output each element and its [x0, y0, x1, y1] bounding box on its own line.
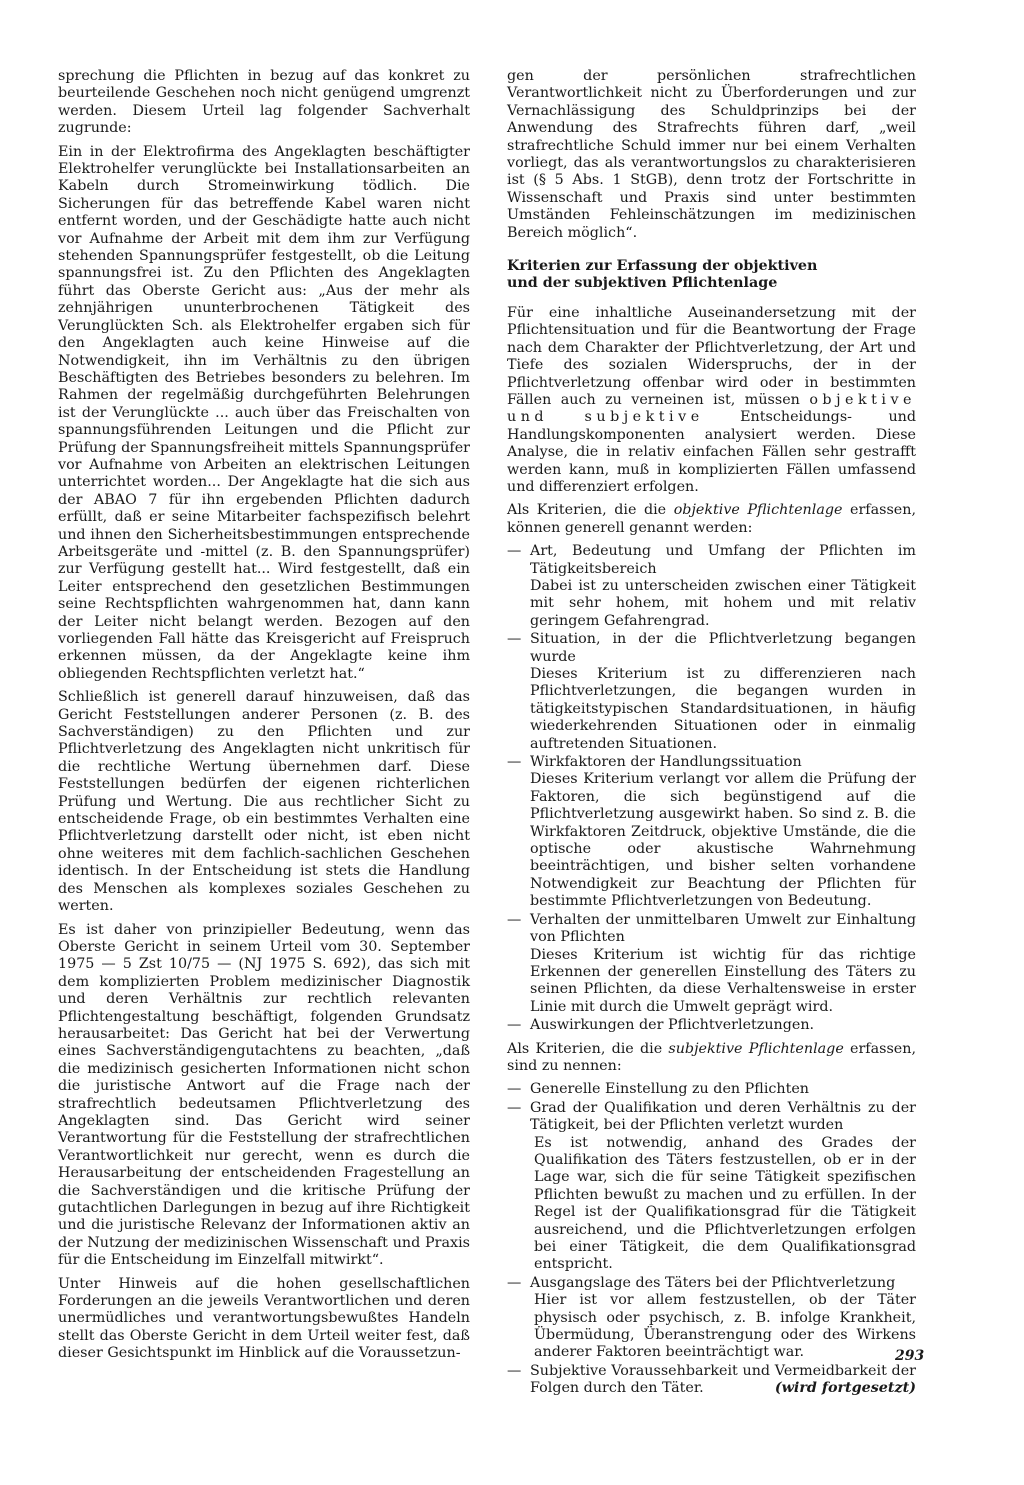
list-item: [507, 1017, 916, 1034]
dash-bullet: —: [507, 1081, 522, 1098]
list-item: [507, 1081, 916, 1098]
list-item: [507, 754, 916, 911]
criterion-title: Art, Bedeutung und Umfang der Pflichten im Tätigkeitsbereich: [530, 543, 916, 577]
paragraph: [507, 305, 916, 496]
criterion-text: Hier ist vor allem festzustellen, ob der Täter physisch oder psychisch, z. B. infolge Krankheit, Übermüdung, Überanstrengung oder des Wirkens anderer Faktoren beeinträchtigt war.: [534, 1292, 916, 1361]
dash-bullet: —: [507, 1017, 522, 1034]
page-number: 293: [895, 1348, 925, 1364]
paragraph: Schließlich ist generell darauf hinzuweisen, daß das Gericht Feststellungen anderer Personen (z. B. des Sachverständigen) zu den Pflichten und zur Pflichtverletzung des Angeklagten nicht unkritisch für die rechtliche Wertung übernehmen darf. Diese Feststellungen bedürfen der eigenen richterlichen Prüfung und Wertung. Die aus rechtlicher Sicht zu entscheidende Frage, ob ein bestimmtes Verhalten eine Pflichtverletzung darstellt oder nicht, ist eben nicht ohne weiteres mit dem fachlich-sachlichen Geschehen identisch. In der Entscheidung ist stets die Handlung des Menschen als komplexes soziales Geschehen zu werten.: [58, 689, 470, 915]
dash-bullet: —: [507, 1274, 522, 1291]
dash-bullet: —: [507, 911, 522, 928]
criterion-title: Situation, in der die Pflichtverletzung begangen wurde: [530, 631, 916, 665]
intro-text: erfassen, sind zu nennen:: [507, 1040, 916, 1074]
term-subjektive-pflichtenlage: subjektive Pflichtenlage: [668, 1040, 844, 1057]
paragraph: sprechung die Pflichten in bezug auf das konkret zu beurteilende Geschehen noch nicht genügend umgrenzt werden. Diesem Urteil lag folgender Sachverhalt zugrunde:: [58, 68, 470, 137]
dash-bullet: —: [507, 1362, 522, 1379]
emphasis-und: und: [507, 409, 549, 426]
criterion-text: Dieses Kriterium verlangt vor allem die Prüfung der Faktoren, die sich begünstigend auf die Pflichtverletzung ausgewirkt haben. So sind z. B. die Wirkfaktoren Zeitdruck, objektive Umstände, die die optische oder akustische Wahrnehmung beeinträchtigen, und bisher selten vorhandene Notwendigkeit zur Beachtung der Pflichten für bestimmte Pflichtverletzungen von Bedeutung.: [530, 771, 916, 910]
criterion-text: Dieses Kriterium ist zu differenzieren nach Pflichtverletzungen, die begangen wurden in tätigkeitstypischen Standardsituationen, in häufig wiederkehrenden Situationen oder in einmalig auftretenden Situationen.: [530, 666, 916, 752]
emphasis-objektive: objektive: [809, 391, 917, 408]
objective-intro: [507, 502, 916, 537]
right-column: [507, 68, 916, 1404]
list-item: [507, 912, 916, 1016]
continuation-note: (wird fortgesetzt): [774, 1380, 916, 1397]
emphasis-subjektive: subjektive: [584, 409, 704, 426]
criterion-title: Verhalten der unmittelbaren Umwelt zur Einhaltung von Pflichten: [530, 911, 916, 946]
list-item: [507, 1100, 916, 1274]
objective-criteria-list: [507, 543, 916, 1034]
analysis-text: Entscheidungs- und Handlungskomponenten analysiert werden. Diese Analyse, die in relativ einfachen Fällen sehr gestrafft werden kann, muß in komplizierten Fällen umfassend und differenziert erfolgen.: [507, 409, 917, 495]
criterion-title: Generelle Einstellung zu den Pflichten: [530, 1081, 810, 1098]
list-item: [507, 1275, 916, 1362]
dash-bullet: —: [507, 631, 522, 648]
criterion-text: Dabei ist zu unterscheiden zwischen einer Tätigkeit mit sehr hohem, mit hohem und mit relativ geringem Gefahrengrad.: [530, 577, 916, 629]
dash-bullet: —: [507, 754, 522, 771]
paragraph: gen der persönlichen strafrechtlichen Verantwortlichkeit nicht zu Überforderungen und zur Vernachlässigung des Schuldprinzips bei der Anwendung des Strafrechts führen darf, „weil strafrechtliche Schuld immer nur bei einem Verhalten vorliegt, das als verantwortungslos zu charakterisieren ist (§ 5 Abs. 1 StGB), denn trotz der Fortschritte in Wissenschaft und Praxis sind unter bestimmten Umständen Fehleinschätzungen im medizinischen Bereich möglich“.: [507, 68, 916, 241]
criterion-title: Subjektive Voraussehbarkeit und Vermeidbarkeit der Folgen durch den Täter.: [530, 1362, 916, 1397]
list-item: [507, 631, 916, 753]
paragraph: Unter Hinweis auf die hohen gesellschaftlichen Forderungen an die jeweils Verantwortlichen und deren unermüdliches und verantwortungsbewußtes Handeln stellt das Oberste Gericht in dem Urteil weiter fest, daß dieser Gesichtspunkt im Hinblick auf die Voraussetzun-: [58, 1275, 470, 1362]
subjective-intro: [507, 1041, 916, 1076]
subjective-criteria-list: [507, 1081, 916, 1397]
criterion-title: Grad der Qualifikation und deren Verhältnis zu der Tätigkeit, bei der Pflichten verletzt wurden: [530, 1099, 916, 1134]
term-objektive-pflichtenlage: objektive Pflichtenlage: [673, 502, 843, 519]
section-heading: [507, 258, 916, 293]
dash-bullet: —: [507, 543, 522, 560]
left-column: [58, 68, 470, 1369]
analysis-text: Für eine inhaltliche Auseinandersetzung mit der Pflichtensituation und für die Beantwortung der Frage nach dem Charakter der Pflichtverletzung, der Art und Tiefe des sozialen Widerspruchs, der in der Pflichtverletzung offenbar wird oder in bestimmten Fällen auch zu verneinen ist, müssen: [507, 304, 916, 408]
paragraph: Ein in der Elektrofirma des Angeklagten beschäftigter Elektrohelfer verunglückte bei Installationsarbeiten an Kabeln durch Stromeinwirkung tödlich. Die Sicherungen für das betreffende Kabel waren nicht entfernt worden, und der Geschädigte hatte auch nicht vor Aufnahme der Arbeit mit dem ihm zur Verfügung stehenden Spannungsprüfer festgestellt, ob die Leitung spannungsfrei ist. Zu den Pflichten des Angeklagten führt das Oberste Gericht aus: „Aus der mehr als zehnjährigen ununterbrochenen Tätigkeit des Verunglückten Sch. als Elektrohelfer ergaben sich für den Angeklagten auch keine Hinweise auf die Notwendigkeit, ihn im Verhältnis zu den übrigen Beschäftigten des Betriebes besonders zu belehren. Im Rahmen der regelmäßig durchgeführten Belehrungen ist der Verunglückte ... auch über das Freischalten von spannungsführenden Leitungen und die Pflicht zur Prüfung der Spannungsfreiheit mittels Spannungsprüfer vor Aufnahme von Arbeiten an elektrischen Leitungen unterrichtet worden... Der Angeklagte hat die sich aus der ABAO 7 für ihn ergebenden Pflichten dadurch erfüllt, daß er seine Mitarbeiter fachspezifisch belehrt und ihnen den Sicherheitsbestimmungen entsprechende Arbeitsgeräte und -mittel (z. B. den Spannungsprüfer) zur Verfügung gestellt hat... Wird festgestellt, daß ein Leiter entsprechend den gesetzlichen Bestimmungen seine Rechtspflichten wahrgenommen hat, dann kann der Leiter nicht belangt werden. Bezogen auf den vorliegenden Fall hätte das Kreisgericht auf Freispruch erkennen müssen, da der Angeklagte keine ihm obliegenden Rechtspflichten verletzt hat.“: [58, 143, 470, 682]
intro-text: Als Kriterien, die die: [507, 502, 667, 519]
intro-text: erfassen, können generell genannt werden:: [507, 502, 917, 536]
paragraph: Es ist daher von prinzipieller Bedeutung, wenn das Oberste Gericht in seinem Urteil vom 30. September 1975 — 5 Zst 10/75 — (NJ 1975 S. 692), das sich mit dem komplizierten Problem medizinischer Diagnostik und deren Verhältnis zur rechtlich relevanten Pflichtengestaltung beschäftigt, folgenden Grundsatz herausarbeitet: Das Gericht hat bei der Verwertung eines Sachverständigengutachtens zu beachten, „daß die medizinisch gesicherten Informationen nicht schon die juristische Antwort auf die Frage nach der strafrechtlich bedeutsamen Pflichtverletzung des Angeklagten sind. Das Gericht wird seiner Verantwortung für die Feststellung der strafrechtlichen Verantwortlichkeit nur gerecht, wenn es durch die Herausarbeitung der entscheidenden Fragestellung an die Sachverständigen und die kritische Prüfung der gutachtlichen Darlegungen in bezug auf ihre Richtigkeit und die juristische Relevanz der Informationen aktiv an der Nutzung der medizinischen Wissenschaft und Praxis für die Entscheidung im Einzelfall mitwirkt“.: [58, 921, 470, 1269]
section-heading-line: und der subjektiven Pflichtenlage: [507, 275, 778, 292]
list-item: [507, 1363, 916, 1398]
criterion-text: Dieses Kriterium ist wichtig für das richtige Erkennen der generellen Einstellung des Täters zu seinen Pflichten, da diese Verhaltensweise in erster Linie mit durch die Umwelt geprägt wird.: [530, 946, 916, 1015]
list-item: [507, 543, 916, 630]
section-heading-line: Kriterien zur Erfassung der objektiven: [507, 258, 818, 275]
dash-bullet: —: [507, 1099, 522, 1116]
criterion-title: Ausgangslage des Täters bei der Pflichtverletzung: [530, 1274, 896, 1291]
criterion-title: Wirkfaktoren der Handlungssituation: [530, 754, 802, 771]
intro-text: Als Kriterien, die die: [507, 1040, 663, 1057]
criterion-title: Auswirkungen der Pflichtverletzungen.: [530, 1017, 815, 1034]
criterion-text: Es ist notwendig, anhand des Grades der Qualifikation des Täters festzustellen, ob er in der Lage war, sich die für seine Tätigkeit spezifischen Pflichten bewußt zu machen und zu erfüllen. In der Regel ist der Qualifikationsgrad für die Tätigkeit ausreichend, und die Pflichtverletzungen erfolgen bei einer Tätigkeit, die dem Qualifikationsgrad entspricht.: [534, 1134, 916, 1273]
